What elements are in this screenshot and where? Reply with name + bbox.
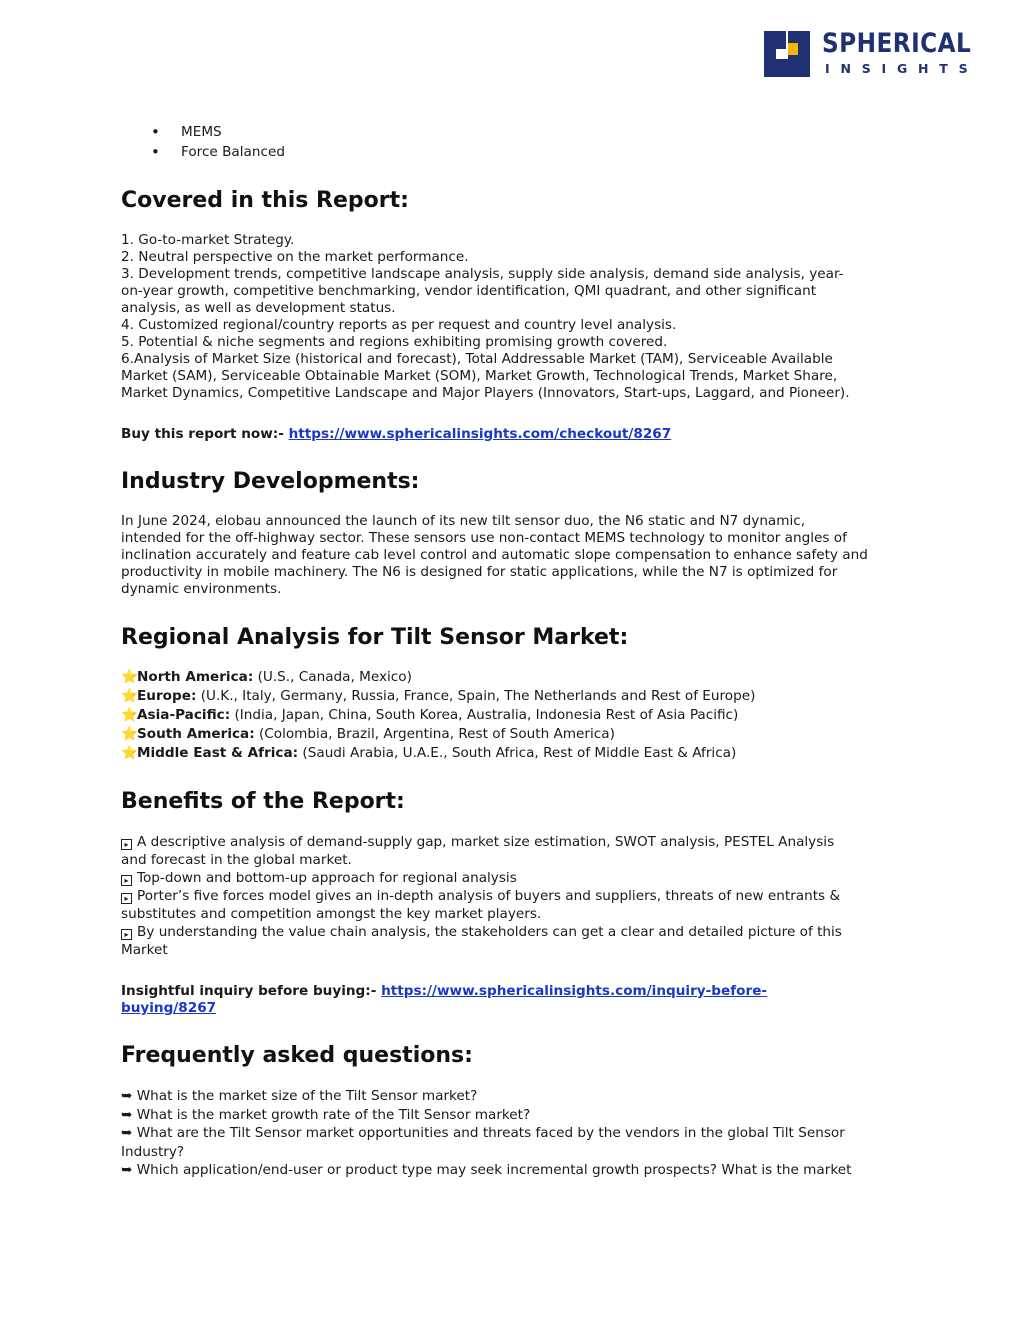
arrow-icon: ➥ bbox=[121, 1106, 133, 1123]
covered-line: 4. Customized regional/country reports as per request and country level analysis. bbox=[121, 317, 677, 333]
star-icon: ⭐ bbox=[121, 669, 138, 685]
faq-heading: Frequently asked questions: bbox=[121, 1043, 473, 1068]
benefit-text-continued: and forecast in the global market. bbox=[121, 852, 352, 868]
star-icon: ⭐ bbox=[121, 726, 138, 742]
faq-item bbox=[121, 1124, 911, 1143]
arrow-icon: ➥ bbox=[121, 1125, 133, 1141]
benefits-list bbox=[121, 833, 911, 959]
region-item bbox=[121, 706, 911, 725]
industry-line: inclination accurately and feature cab level control and automatic slope compensation to enhance safety and bbox=[121, 547, 868, 563]
region-detail: (U.S., Canada, Mexico) bbox=[253, 669, 412, 685]
inquiry-link[interactable]: https://www.sphericalinsights.com/inquiry-before- bbox=[381, 983, 768, 999]
checkout-link[interactable]: https://www.sphericalinsights.com/checkout/8267 bbox=[288, 426, 672, 442]
covered-list bbox=[121, 232, 911, 402]
document-body bbox=[121, 122, 911, 1180]
benefit-item bbox=[121, 869, 911, 887]
benefit-item bbox=[121, 833, 911, 851]
region-name: Europe: bbox=[137, 688, 197, 704]
covered-heading: Covered in this Report: bbox=[121, 188, 409, 213]
region-name: South America: bbox=[137, 726, 255, 742]
inquiry-label: Insightful inquiry before buying:- bbox=[121, 983, 382, 999]
star-icon: ⭐ bbox=[121, 707, 138, 723]
faq-item bbox=[121, 1161, 911, 1180]
benefit-text: Porter’s five forces model gives an in-depth analysis of buyers and suppliers, threats of new entrants & bbox=[137, 888, 841, 904]
fast-forward-box-icon: ▸ bbox=[121, 929, 132, 940]
region-detail: (India, Japan, China, South Korea, Australia, Indonesia Rest of Asia Pacific) bbox=[230, 707, 739, 723]
covered-line: analysis, as well as development status. bbox=[121, 300, 396, 316]
faq-text: What is the market size of the Tilt Sensor market? bbox=[136, 1088, 478, 1104]
region-name: Middle East & Africa: bbox=[137, 745, 299, 761]
benefit-text: Top-down and bottom-up approach for regional analysis bbox=[137, 870, 517, 886]
segment-bullet-list bbox=[121, 122, 911, 162]
arrow-icon: ➥ bbox=[121, 1088, 133, 1104]
region-list bbox=[121, 668, 911, 763]
star-icon: ⭐ bbox=[121, 745, 138, 761]
benefit-text-continued: Market bbox=[121, 942, 168, 958]
logo-mark-icon bbox=[764, 31, 810, 77]
buy-now-line bbox=[121, 426, 911, 443]
brand-logo bbox=[764, 28, 979, 78]
list-item: • Force Balanced bbox=[121, 142, 911, 162]
industry-line: productivity in mobile machinery. The N6 is designed for static applications, while the N7 is optimized for bbox=[121, 564, 838, 580]
industry-line: dynamic environments. bbox=[121, 581, 282, 597]
industry-line: intended for the off-highway sector. These sensors use non-contact MEMS technology to monitor angles of bbox=[121, 530, 847, 546]
faq-text: What are the Tilt Sensor market opportunities and threats faced by the vendors in the global Tilt Sensor bbox=[136, 1125, 845, 1141]
covered-line: Market Dynamics, Competitive Landscape and Major Players (Innovators, Start-ups, Laggard, and Pioneer). bbox=[121, 385, 850, 401]
covered-line: 5. Potential & niche segments and regions exhibiting promising growth covered. bbox=[121, 334, 668, 350]
region-detail: (U.K., Italy, Germany, Russia, France, Spain, The Netherlands and Rest of Europe) bbox=[196, 688, 756, 704]
benefit-item bbox=[121, 923, 911, 941]
benefit-item bbox=[121, 887, 911, 905]
industry-heading: Industry Developments: bbox=[121, 469, 420, 494]
star-icon: ⭐ bbox=[121, 688, 138, 704]
covered-line: on-year growth, competitive benchmarking, vendor identification, QMI quadrant, and other significant bbox=[121, 283, 817, 299]
region-name: North America: bbox=[137, 669, 254, 685]
faq-item bbox=[121, 1106, 911, 1125]
covered-line: 3. Development trends, competitive landscape analysis, supply side analysis, demand side analysis, year- bbox=[121, 266, 844, 282]
covered-line: 6.Analysis of Market Size (historical and forecast), Total Addressable Market (TAM), Serviceable Available bbox=[121, 351, 833, 367]
region-detail: (Saudi Arabia, U.A.E., South Africa, Rest of Middle East & Africa) bbox=[298, 745, 737, 761]
benefit-text: By understanding the value chain analysis, the stakeholders can get a clear and detailed picture of this bbox=[137, 924, 842, 940]
industry-line: In June 2024, elobau announced the launch of its new tilt sensor duo, the N6 static and N7 dynamic, bbox=[121, 513, 806, 529]
benefit-text-continued: substitutes and competition amongst the key market players. bbox=[121, 906, 542, 922]
inquiry-line bbox=[121, 983, 911, 1017]
region-name: Asia-Pacific: bbox=[137, 707, 231, 723]
covered-line: 1. Go-to-market Strategy. bbox=[121, 232, 295, 248]
buy-now-label: Buy this report now:- bbox=[121, 426, 289, 442]
list-item: • MEMS bbox=[121, 122, 911, 142]
fast-forward-box-icon: ▸ bbox=[121, 893, 132, 904]
inquiry-link-continued[interactable]: buying/8267 bbox=[121, 1000, 217, 1016]
benefit-text: A descriptive analysis of demand-supply gap, market size estimation, SWOT analysis, PESTEL Analysis bbox=[137, 834, 835, 850]
industry-paragraph bbox=[121, 513, 911, 598]
covered-line: Market (SAM), Serviceable Obtainable Market (SOM), Market Growth, Technological Trends, Market Share, bbox=[121, 368, 838, 384]
fast-forward-box-icon: ▸ bbox=[121, 839, 132, 850]
logo-wordmark-bottom: INSIGHTS bbox=[825, 61, 979, 76]
region-item bbox=[121, 725, 911, 744]
logo-wordmark-top: SPHERICAL bbox=[822, 28, 972, 59]
covered-line: 2. Neutral perspective on the market performance. bbox=[121, 249, 469, 265]
regional-heading: Regional Analysis for Tilt Sensor Market: bbox=[121, 625, 629, 650]
faq-text: What is the market growth rate of the Tilt Sensor market? bbox=[136, 1106, 531, 1123]
faq-text-continued: Industry? bbox=[121, 1143, 185, 1160]
region-item bbox=[121, 687, 911, 706]
region-item bbox=[121, 668, 911, 687]
fast-forward-box-icon: ▸ bbox=[121, 875, 132, 886]
arrow-icon: ➥ bbox=[121, 1162, 133, 1178]
faq-text: Which application/end-user or product type may seek incremental growth prospects? What is the market bbox=[136, 1162, 852, 1178]
benefits-heading: Benefits of the Report: bbox=[121, 789, 405, 814]
region-item bbox=[121, 744, 911, 763]
faq-item bbox=[121, 1087, 911, 1106]
faq-list bbox=[121, 1087, 911, 1180]
region-detail: (Colombia, Brazil, Argentina, Rest of South America) bbox=[254, 726, 615, 742]
